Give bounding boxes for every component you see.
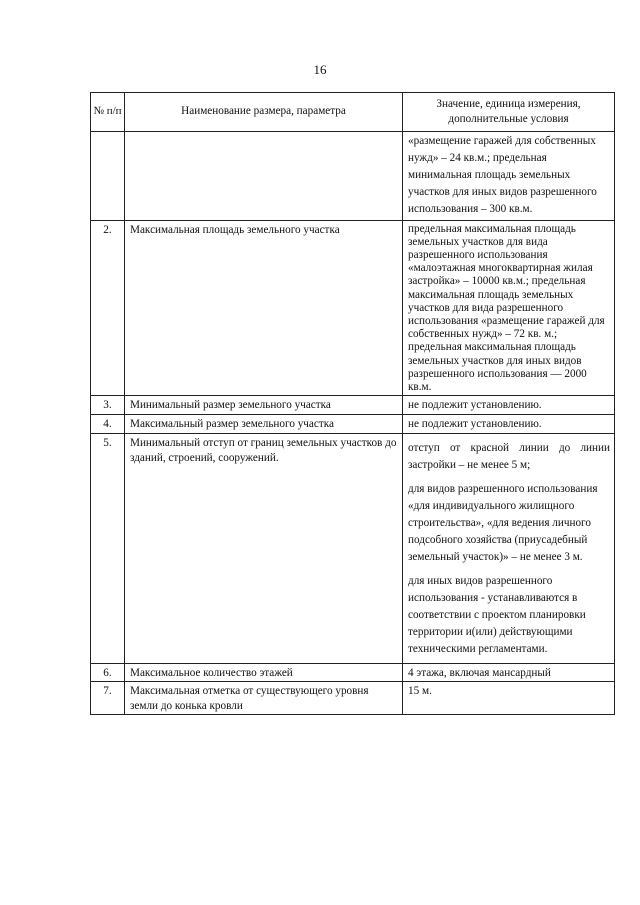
parameters-table	[90, 92, 615, 715]
table-row	[91, 415, 615, 434]
row-number: 2.	[91, 220, 125, 396]
value-paragraph: 15 м.	[408, 685, 432, 698]
row-parameter-name: Максимальная площадь земельного участка	[125, 220, 403, 396]
row-value	[403, 131, 615, 220]
row-number: 4.	[91, 415, 125, 434]
row-number: 6.	[91, 663, 125, 682]
row-number	[91, 131, 125, 220]
row-value	[403, 682, 615, 715]
value-paragraph: для видов разрешенного использования «для индивидуального жилищного строительства», «для ведения личного подсобного хозяйства (приусадебный земельный участок)» – не менее 3 м.	[408, 482, 598, 564]
value-paragraph: отступ от красной линии до линии застройки – не менее 5 м;	[408, 442, 610, 472]
row-parameter-name: Минимальный отступ от границ земельных участков до зданий, строений, сооружений.	[125, 434, 403, 663]
row-value	[403, 434, 615, 663]
row-number: 3.	[91, 396, 125, 415]
page-number: 16	[313, 62, 327, 77]
row-value	[403, 663, 615, 682]
row-value	[403, 415, 615, 434]
value-paragraph: не подлежит установлению.	[408, 418, 542, 431]
table-row	[91, 131, 615, 220]
table-row	[91, 396, 615, 415]
header-number: № п/п	[91, 93, 125, 132]
value-paragraph: предельная максимальная площадь земельных участков для вида разрешенного использования «малоэтажная многоквартирная жилая застройка» – 10000 кв.м.; предельная максимальная площадь земельных участков для вида разрешенного использования «размещение гаражей для собственных нужд» – 72 кв. м.; предельная максимальная площадь земельных участков для иных видов разрешенного использования — 2000 кв.м.	[408, 222, 605, 394]
row-number: 5.	[91, 434, 125, 663]
row-number: 7.	[91, 682, 125, 715]
row-parameter-name: Максимальное количество этажей	[125, 663, 403, 682]
table-row	[91, 220, 615, 396]
table-row	[91, 434, 615, 663]
header-parameter-name: Наименование размера, параметра	[125, 93, 403, 132]
value-paragraph: для иных видов разрешенного использования - устанавливаются в соответствии с проектом планировки территории и(или) действующими техническими регламентами.	[408, 574, 586, 656]
value-paragraph: не подлежит установлению.	[408, 399, 542, 412]
table-header-row	[91, 93, 615, 132]
value-paragraph: «размещение гаражей для собственных нужд» – 24 кв.м.; предельная минимальная площадь земельных участков для иных видов разрешенного использования – 300 кв.м.	[408, 134, 597, 216]
header-value: Значение, единица измерения, дополнительные условия	[403, 93, 615, 132]
table-row	[91, 663, 615, 682]
row-value	[403, 396, 615, 415]
value-paragraph: 4 этажа, включая мансардный	[408, 666, 551, 679]
row-value	[403, 220, 615, 396]
row-parameter-name	[125, 131, 403, 220]
row-parameter-name: Максимальный размер земельного участка	[125, 415, 403, 434]
row-parameter-name: Минимальный размер земельного участка	[125, 396, 403, 415]
table-row	[91, 682, 615, 715]
row-parameter-name: Максимальная отметка от существующего уровня земли до конька кровли	[125, 682, 403, 715]
